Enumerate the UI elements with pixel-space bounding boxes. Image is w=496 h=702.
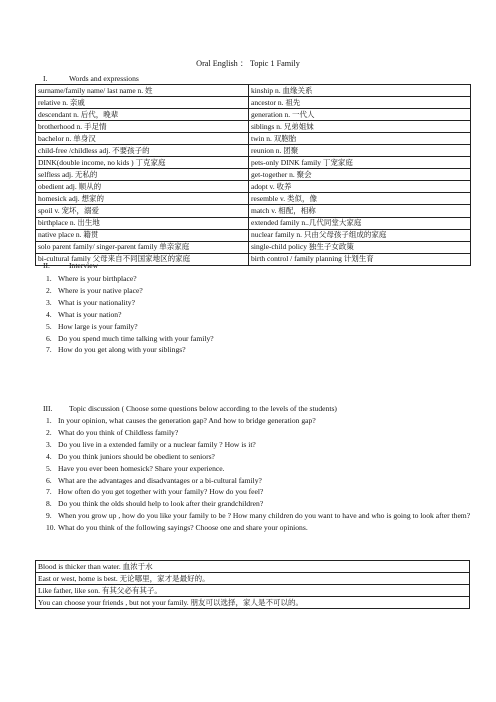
page-title: Oral English ： Topic 1 Family <box>196 59 300 68</box>
vocab-row <box>36 193 471 205</box>
item-number: 4. <box>46 309 52 319</box>
saying-text: Like father, like son. 有其父必有其子。 <box>36 585 470 597</box>
item-number: 4. <box>46 451 52 461</box>
interview-question <box>46 273 214 285</box>
section-label: Words and expressions <box>69 74 139 83</box>
vocab-term-left: birthplace n. 出生地 <box>36 217 249 229</box>
item-number: 8. <box>46 499 52 509</box>
discussion-question <box>46 475 478 487</box>
vocab-term-right: birth control / family planning 计划生育 <box>249 253 471 265</box>
item-text: What are the advantages and disadvantages or a bi-cultural family? <box>58 475 262 485</box>
vocab-term-left: selfless adj. 无私的 <box>36 169 249 181</box>
vocab-term-right: nuclear family n. 只由父母孩子组成的家庭 <box>249 229 471 241</box>
item-number: 2. <box>46 427 52 437</box>
item-text: In your opinion, what causes the generation gap? And how to bridge generation gap? <box>58 416 316 425</box>
vocab-row <box>36 85 471 97</box>
saying-row <box>36 573 470 585</box>
vocab-row <box>36 181 471 193</box>
vocab-term-left: relative n. 亲戚 <box>36 97 249 109</box>
interview-question <box>46 309 214 321</box>
vocab-row <box>36 121 471 133</box>
saying-row <box>36 585 470 597</box>
discussion-question-list <box>46 415 478 534</box>
vocab-term-right: kinship n. 血缘关系 <box>249 85 471 97</box>
vocab-row <box>36 97 471 109</box>
saying-text: Blood is thicker than water. 血浓于水 <box>36 561 470 573</box>
vocab-term-right: extended family n..几代同堂大家庭 <box>249 217 471 229</box>
vocab-term-right: siblings n. 兄弟姐妹 <box>249 121 471 133</box>
section-label: Topic discussion ( Choose some questions below according to the levels of the students) <box>69 404 337 413</box>
vocab-term-left: solo parent family/ singer-parent family 单亲家庭 <box>36 241 249 253</box>
section-heading-interview <box>43 261 98 270</box>
discussion-question <box>46 498 478 510</box>
item-text: What do you think of Childless family? <box>58 427 179 437</box>
vocab-row <box>36 241 471 253</box>
discussion-question <box>46 522 478 534</box>
vocab-term-right: get-together n. 聚会 <box>249 169 471 181</box>
item-text: Where is your birthplace? <box>58 274 137 283</box>
vocab-term-right: pets-only DINK family 丁宠家庭 <box>249 157 471 169</box>
item-number: 6. <box>46 333 52 343</box>
item-text: What is your nation? <box>58 309 122 319</box>
vocab-row <box>36 205 471 217</box>
vocabulary-table <box>35 84 471 266</box>
section-label: Interview <box>69 261 99 270</box>
vocab-row <box>36 133 471 145</box>
vocab-term-right: ancestor n. 祖先 <box>249 97 471 109</box>
vocab-term-left: homesick adj. 想家的 <box>36 193 249 205</box>
item-number: 6. <box>46 475 52 485</box>
vocab-term-right: match v. 相配，相称 <box>249 205 471 217</box>
saying-row <box>36 597 470 609</box>
vocab-term-left: native place n. 籍贯 <box>36 229 249 241</box>
section-number: I. <box>43 74 48 83</box>
vocab-row <box>36 169 471 181</box>
vocab-term-left: descendant n. 后代，晚辈 <box>36 109 249 121</box>
item-number: 5. <box>46 321 52 331</box>
interview-question-list <box>46 273 214 356</box>
interview-question <box>46 321 214 333</box>
item-text: Where is your native place? <box>58 285 143 295</box>
item-number: 1. <box>46 274 52 283</box>
item-text: Do you think the olds should help to look after their grandchildren? <box>58 499 264 509</box>
discussion-question <box>46 427 478 439</box>
vocab-term-left: obedient adj. 顺从的 <box>36 181 249 193</box>
vocab-term-left: bachelor n. 单身汉 <box>36 133 249 145</box>
section-heading-words <box>43 74 139 83</box>
item-text: Do you think juniors should be obedient to seniors? <box>58 451 215 461</box>
discussion-question <box>46 415 478 427</box>
interview-question <box>46 297 214 309</box>
item-text: How large is your family? <box>58 321 138 331</box>
discussion-question <box>46 463 478 475</box>
sayings-table <box>35 560 470 609</box>
item-number: 10. <box>46 523 56 533</box>
item-number: 7. <box>46 345 52 355</box>
item-text: What do you think of the following sayings? Choose one and share your opinions. <box>58 523 308 533</box>
vocab-row <box>36 253 471 265</box>
interview-question <box>46 333 214 345</box>
vocab-term-left: brotherhood n. 手足情 <box>36 121 249 133</box>
saying-row <box>36 561 470 573</box>
vocab-term-right: single-child policy 独生子女政策 <box>249 241 471 253</box>
vocab-term-left: DINK(double income, no kids ) 丁克家庭 <box>36 157 249 169</box>
item-number: 1. <box>46 416 52 425</box>
interview-question <box>46 285 214 297</box>
item-text: How do you get along with your siblings? <box>58 345 186 355</box>
discussion-question <box>46 486 478 498</box>
discussion-question <box>46 439 478 451</box>
vocab-row <box>36 145 471 157</box>
section-number: III. <box>43 404 53 413</box>
vocab-term-left: spoil v. 宠坏，溺爱 <box>36 205 249 217</box>
vocab-term-right: twin n. 双胞胎 <box>249 133 471 145</box>
item-number: 7. <box>46 487 52 497</box>
item-number: 2. <box>46 285 52 295</box>
vocab-term-right: resemble v. 类似，像 <box>249 193 471 205</box>
item-text: Do you spend much time talking with your family? <box>58 333 214 343</box>
vocab-term-left: bi-cultural family 父母来自不同国家地区的家庭 <box>36 253 249 265</box>
saying-text: East or west, home is best. 无论哪里，家才是最好的。 <box>36 573 470 585</box>
item-number: 3. <box>46 439 52 449</box>
section-number: II. <box>43 261 50 270</box>
vocab-row <box>36 229 471 241</box>
vocab-row <box>36 217 471 229</box>
saying-text: You can choose your friends , but not your family. 朋友可以选择，家人是不可以的。 <box>36 597 470 609</box>
item-text: Do you live in a extended family or a nuclear family ? How is it? <box>58 439 256 449</box>
vocab-term-left: child-free /childless adj. 不要孩子的 <box>36 145 249 157</box>
vocab-term-left: surname/family name/ last name n. 姓 <box>36 85 249 97</box>
discussion-question <box>46 451 478 463</box>
vocab-term-right: adopt v. 收养 <box>249 181 471 193</box>
item-number: 9. <box>46 511 52 521</box>
vocab-row <box>36 109 471 121</box>
vocab-row <box>36 157 471 169</box>
section-heading-discussion <box>43 404 337 413</box>
discussion-question <box>46 510 478 522</box>
item-text: How often do you get together with your family? How do you feel? <box>58 487 264 497</box>
interview-question <box>46 344 214 356</box>
item-text: What is your nationality? <box>58 297 135 307</box>
vocab-term-right: reunion n. 团聚 <box>249 145 471 157</box>
item-text: Have you ever been homesick? Share your experience. <box>58 463 225 473</box>
item-number: 3. <box>46 297 52 307</box>
item-number: 5. <box>46 463 52 473</box>
item-text: When you grow up , how do you like your family to be ? How many children do you want to have and who is going to look after them? <box>58 511 471 521</box>
vocab-term-right: generation n. 一代人 <box>249 109 471 121</box>
